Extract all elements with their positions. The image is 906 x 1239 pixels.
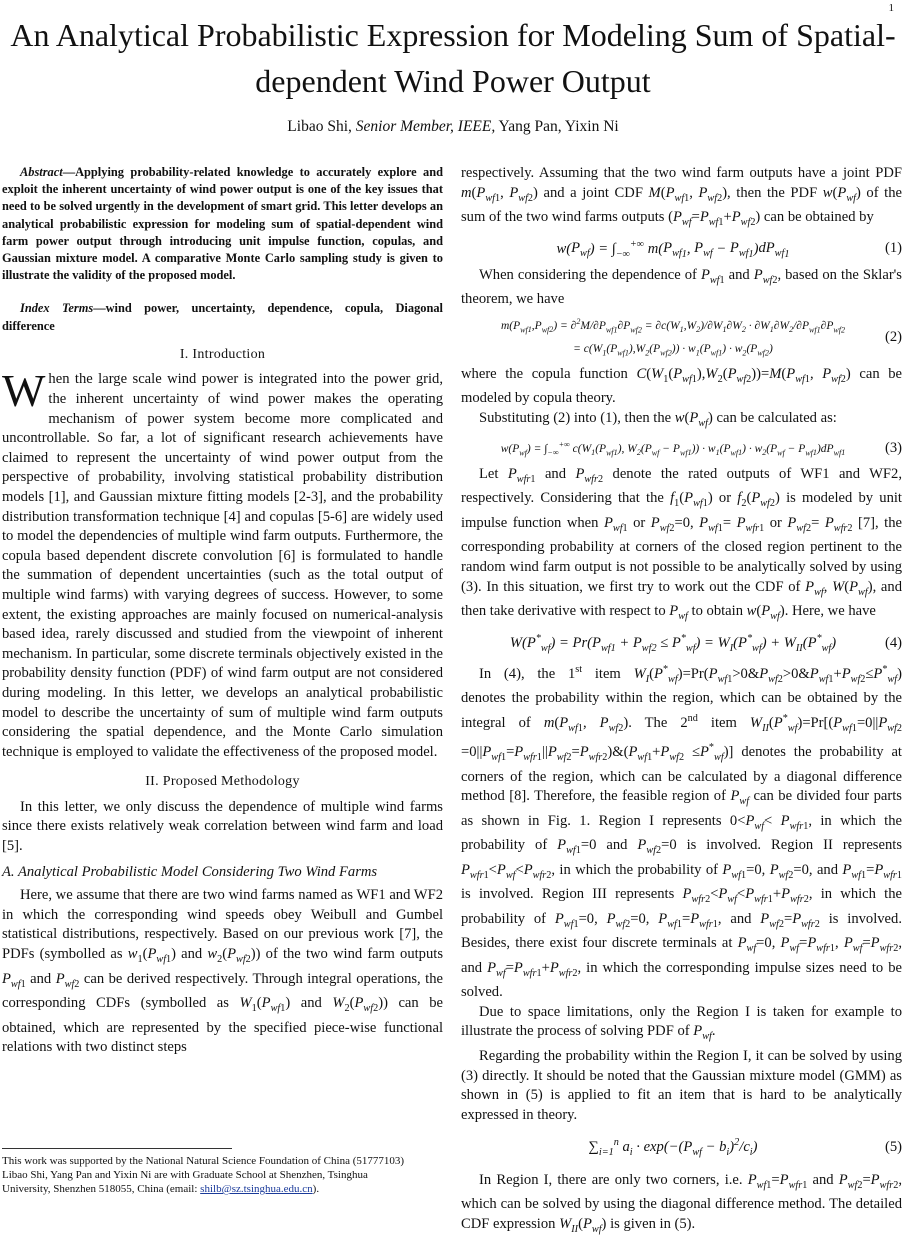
equation-3: $w(P_{wf}) = \int_{-\infty}^{+\infty}$ $c(W_1(P_{wf1})$, $W_2(P_{wf} - P_{wf1})) \cdot w_1(P_{wf1}) \cdot w_2(P_{wf} - P_{wf1})dP_{wf1}$ (3) xyxy=(500,440,902,458)
index-terms-text: —wind power, uncertainty, dependence, copula, Diagonal difference xyxy=(2,301,443,333)
abstract-label: Abstract xyxy=(20,165,63,179)
right-paragraph-5: Let $P_{wfr1}$ and $P_{wfr2}$ denote the rated outputs of WF1 and WF2, respectively. Considering that the $f_1(P_{wf1})$ or $f_2(P_{wf2})$ is modeled by unit impulse function when $P_{wf1}$ or $P_{wf2}=0$, $P_{wf1}= P_{wfr1}$ or $P_{wf2}= P_{wfr2}$ [7], the corresponding probability at corners of the closed region pertinent to the random wind farm output is not possible to be analytically solved by using (3). In this situation, we first try to work out the CDF of $P_{wf}$, $W(P_{wf})$, and then take derivative with respect to $P_{wf}$ to obtain $w(P_{wf})$. Here, we have xyxy=(461,465,903,623)
right-text-6l: is involved. Besides, there exist four discrete terminals at xyxy=(461,910,902,952)
right-text-9c: is given in (5). xyxy=(606,1215,696,1232)
right-text-5e: to obtain xyxy=(687,603,747,620)
introduction-text: hen the large scale wind power is integrated into the power grid, the inherent uncertainty of wind power makes the operating mechanism of power system become more complicated and uncontrollable. So far, a lot of significant research achievements have claimed to represent the uncertainty of wind power output from the perspective of probability, involving statistical probability distribution models [1], and Gaussian mixture fitting models [2-3], and the probability distribution transformation technique [4] and copulas [5-6] are widely used to model the dependencies of multiple wind farm outputs. Furthermore, the copula based dependent discrete convolution [6] is formulated to handle the summation of dependent uncertainties (such as the total output of multiple wind farms) with varying degrees of success. However, to some extent, the existing approaches are mainly focused on numerical-analysis based idea, rarely discussed and studied from the viewpoint of inherent mechanism. In particular, some discrete terminals objectively existed in the probability density function (PDF) of wind farm output are not considered during modeling. In this letter, we develops an analytical probabilistic model to describe the uncertainty of sum of multiple wind farm outputs considering the spatial dependence, and the Monte Carlo simulation technique is employed to validate the effectiveness of the proposed model. xyxy=(2,371,443,760)
subsection-text-3: ) can be obtained, which are represented by the specified piece-wise functional relations with two distinct steps xyxy=(2,995,444,1056)
author-name: Libao Shi, xyxy=(287,118,352,135)
equation-number-1: (1) xyxy=(884,240,902,257)
footnote-line-3 xyxy=(2,1182,452,1196)
right-text-4: Substituting (2) into (1), then the xyxy=(479,409,675,426)
right-text-6b: item xyxy=(582,665,634,682)
right-text-9b: , which can be solved by using the diagonal difference method. The detailed CDF expression xyxy=(461,1171,902,1232)
equation-number-3: (3) xyxy=(884,440,902,457)
right-text-6f: can be divided four parts as shown in Fig. 1. Region I represents 0< xyxy=(461,788,902,829)
subsection-text-1: Here, we assume that there are two wind farms named as WF1 and WF2 in which the corresponding wind speeds obey Weibull and Gumbel statistical distributions, respectively. Based on our previous work [7], the PDFs (symbolled as xyxy=(2,887,443,963)
subsection-heading: A. Analytical Probabilistic Model Considering Two Wind Farms xyxy=(2,863,378,880)
right-text-6g: , in which the probability of xyxy=(461,812,902,854)
right-text-6a: In (4), the 1 xyxy=(479,665,576,682)
right-text-5d: , and then take derivative with respect to xyxy=(461,578,903,620)
drop-cap: W xyxy=(2,365,46,417)
abstract xyxy=(2,164,443,284)
right-column xyxy=(461,164,902,1239)
right-text-6k: , in which the probability of xyxy=(461,886,902,927)
right-paragraph-7: Due to space limitations, only the Region I is taken for example to illustrate the process of solving PDF of $P_{wf}$. xyxy=(461,1003,902,1043)
right-paragraph-9: In Region I, there are only two corners, i.e. $P_{wf1}=P_{wfr1}$ and $P_{wf2}=P_{wfr2}$, which can be solved by using the diagonal difference method. The detailed CDF expression $W_{II}(P_{wf})$ is given in (5). xyxy=(461,1171,902,1235)
right-text-9a: In Region I, there are only two corners, i.e. xyxy=(479,1171,748,1188)
right-text-7: Due to space limitations, only the Region I is taken for example to illustrate the process of solving PDF of xyxy=(461,1003,902,1040)
right-text-6e: denotes the probability at corners of the region, which can be calculated by a diagonal difference method [8]. Therefore, the feasible region of xyxy=(461,744,902,805)
methodology-paragraph: In this letter, we only discuss the dependence of multiple wind farms since there exists relatively weak correlation between wind farm and load [5]. xyxy=(2,798,443,855)
equation-1: $w(P_{wf}) = \int_{-\infty}^{+\infty}$ $m(P_{wf1}$, $P_{wf} - P_{wf1})dP_{wf1}$ (1) xyxy=(556,238,902,260)
equation-2: $m(P_{wf1},P_{wf2}) = \partial^2M/\partial P_{wf1}\partial P_{wf2} = \partial c(W_1,W_2)/\partial W_1\partial W_2 \cdot \partial W_1\partial W_2/\partial P_{wf1}\partial P_{wf2}$ = $c(W_1(P_{wf1}),W_2(P_{wf2})) \cdot w_1(P_{wf1}) \cdot w_2(P_{wf2})$ (2) xyxy=(500,317,902,358)
subsection-paragraph: Here, we assume that there are two wind farms named as WF1 and WF2 in which the corresponding wind speeds obey Weibull and Gumbel statistical distributions, respectively. Based on our previous work [7], the PDFs (symbolled as $w_1(P_{wf1})$ and $w_2(P_{wf2})$) of the two wind farm outputs $P_{wf1}$ and $P_{wf2}$ can be derived respectively. Through integral operations, the corresponding CDFs (symbolled as $W_1(P_{wf1})$ and $W_2(P_{wf2})$) can be obtained, which are represented by the specified piece-wise functional relations with two distinct steps xyxy=(2,887,444,1056)
right-text-6h: =0 is involved. Region II represents xyxy=(661,837,902,854)
section-heading-introduction: I. Introduction xyxy=(179,346,266,362)
introduction-paragraph xyxy=(2,365,443,762)
right-text-2b: , based on the Sklar's theorem, we have xyxy=(461,266,902,308)
equation-number-4: (4) xyxy=(884,634,902,651)
right-paragraph-1: respectively. Assuming that the two wind farm outputs have a joint PDF $m(P_{wf1}$, $P_{wf2}$) and a joint CDF $M(P_{wf1}$, $P_{wf2}$), then the PDF $w(P_{wf})$ of the sum of the two wind farms outputs $(P_{wf}=P_{wf1}+P_{wf2})$ can be obtained by xyxy=(461,165,902,228)
right-paragraph-4: Substituting (2) into (1), then the $w(P_{wf})$ can be calculated as: xyxy=(479,409,837,429)
right-paragraph-2: When considering the dependence of $P_{wf1}$ and $P_{wf2}$, based on the Sklar's theorem, we have xyxy=(461,266,902,308)
equation-number-2: (2) xyxy=(884,328,902,345)
page-number: 1 xyxy=(888,2,894,14)
index-terms xyxy=(2,300,443,334)
section-heading-methodology: II. Proposed Methodology xyxy=(145,774,300,790)
right-text-5c: [7], the corresponding probability at corners of the closed region pertinent to the random wind farm output is not possible to be analytically solved by using (3). In this situation, we first try to work out the CDF of xyxy=(461,514,902,595)
right-text-5f: . Here, we have xyxy=(784,603,876,620)
co-authors: Yang Pan, Yixin Ni xyxy=(498,118,619,135)
author-line xyxy=(0,118,906,136)
footnote-line-3a: University, Shenzhen 518055, China (email: xyxy=(2,1183,201,1195)
right-text-6j: is involved. Region III represents xyxy=(461,886,683,903)
right-paragraph-8: Regarding the probability within the Region I, it can be solved by using (3) directly. It should be noted that the Gaussian mixture model (GMM) as shown in (5) is applied to fit an item that is hard to be analytically expressed in theory. xyxy=(461,1047,902,1123)
footnote xyxy=(2,1154,452,1196)
index-terms-label: Index Terms xyxy=(20,301,94,316)
footnote-rule xyxy=(2,1148,232,1149)
author-role: Senior Member, IEEE, xyxy=(355,118,496,135)
right-text-4b: can be calculated as: xyxy=(712,409,837,426)
abstract-text: —Applying probability-related knowledge to accurately explore and exploit the inherent uncertainty of wind power output is one of the key issues that need to be solved urgently in the development of smart grid. This letter develops an analytical probabilistic expression for modeling sum of spatial-dependent wind farm power output through introducing unit impulse function, copulas, and Gaussian mixture model. A comparative Monte Carlo sampling study is given to illustrate the validity of the proposed model. xyxy=(2,165,443,283)
right-text-6i: , in which the probability of xyxy=(551,861,723,878)
right-text-3: be modeled by copula theory. xyxy=(461,365,903,407)
left-column xyxy=(2,164,443,1058)
equation-number-5: (5) xyxy=(884,1139,902,1156)
email-link[interactable]: shilb@sz.tsinghua.edu.cn xyxy=(200,1183,313,1195)
equation-5: $\sum_{i=1}^n$ $a_i \cdot \exp(-(P_{wf} - b_i)^2/c_i)$ (5) xyxy=(588,1137,902,1159)
subsection-text-2: Through integral operations, the corresponding CDFs (symbolled as xyxy=(2,970,443,1012)
footnote-line-2: Libao Shi, Yang Pan and Yixin Ni are with Graduate School at Shenzhen, Tsinghua xyxy=(2,1169,368,1181)
equation-4: $W(P^*_{wf}) = Pr(P_{wf1} + P_{wf2} \le P^*_{wf}) = W_I(P^*_{wf}) + W_{II}(P^*_{wf})$ (4) xyxy=(509,632,902,654)
right-text-5a: denote the rated outputs of WF1 and WF2, respectively. Considering that the xyxy=(461,465,902,507)
right-text-2a: When considering the dependence of xyxy=(479,266,701,283)
right-paragraph-3: where the copula function $C(W_1(P_{wf1}),W_2(P_{wf2}))=M(P_{wf1}$, $P_{wf2}$) can be modeled by copula theory. xyxy=(461,365,903,407)
right-paragraph-6: In (4), the 1st item $W_I(P^*_{wf})=Pr(P_{wf1}>0\&P_{wf2}>0\&P_{wf1}+P_{wf2}\le P^*_{wf})$ denotes the probability within the region, which can be obtained by the integral of $m(P_{wf1}$, $P_{wf2}$). The 2nd item $W_{II}(P^*_{wf})=Pr[(P_{wf1}=0||P_{wf2}$ $=0||P_{wf1}=P_{wfr1}||P_{wf2}=P_{wfr2})\&(P_{wf1}+P_{wf2} \le P^*_{wf})$] denotes the probability at corners of the region, which can be calculated by a diagonal difference method [8]. Therefore, the feasible region of $P_{wf}$ can be divided four parts as shown in Fig. 1. Region I represents $0<P_{wf}< P_{wfr1}$, in which the probability of $P_{wf1}=0$ and $P_{wf2}=0$ is involved. Region II represents $P_{wfr1}<P_{wf}<P_{wfr2}$, in which the probability of $P_{wf1}=0$, $P_{wf2}=0$, and $P_{wf1}=P_{wfr1}$ is involved. Region III represents $P_{wfr2}<P_{wf}<P_{wfr1}+P_{wfr2}$, in which the probability of $P_{wf1}=0$, $P_{wf2}=0$, $P_{wf1}=P_{wfr1}$, and $P_{wf2}=P_{wfr2}$ is involved. Besides, there exist four discrete terminals at $P_{wf}=0$, $P_{wf}=P_{wfr1}$, $P_{wf}=P_{wfr2}$, and $P_{wf}=P_{wfr1}+P_{wfr2}$, in which the corresponding impulse sizes need to be solved. xyxy=(461,664,902,1001)
right-text-5b: is modeled by unit impulse function when xyxy=(461,490,902,531)
paper-title: An Analytical Probabilistic Expression for Modeling Sum of Spatial-dependent Wind Power Output xyxy=(10,17,896,99)
right-text-1: respectively. Assuming that the two wind farm outputs have a joint PDF xyxy=(461,165,902,181)
right-text-6d: ). The 2 xyxy=(623,714,688,731)
right-text-6c: denotes the probability within the region, which can be obtained by the integral of xyxy=(461,690,902,731)
footnote-line-1: This work was supported by the National Natural Science Foundation of China (51777103) xyxy=(2,1155,405,1167)
footnote-line-3b: ). xyxy=(312,1183,320,1195)
right-text-6m: , in which the corresponding impulse sizes need to be solved. xyxy=(461,959,902,1001)
